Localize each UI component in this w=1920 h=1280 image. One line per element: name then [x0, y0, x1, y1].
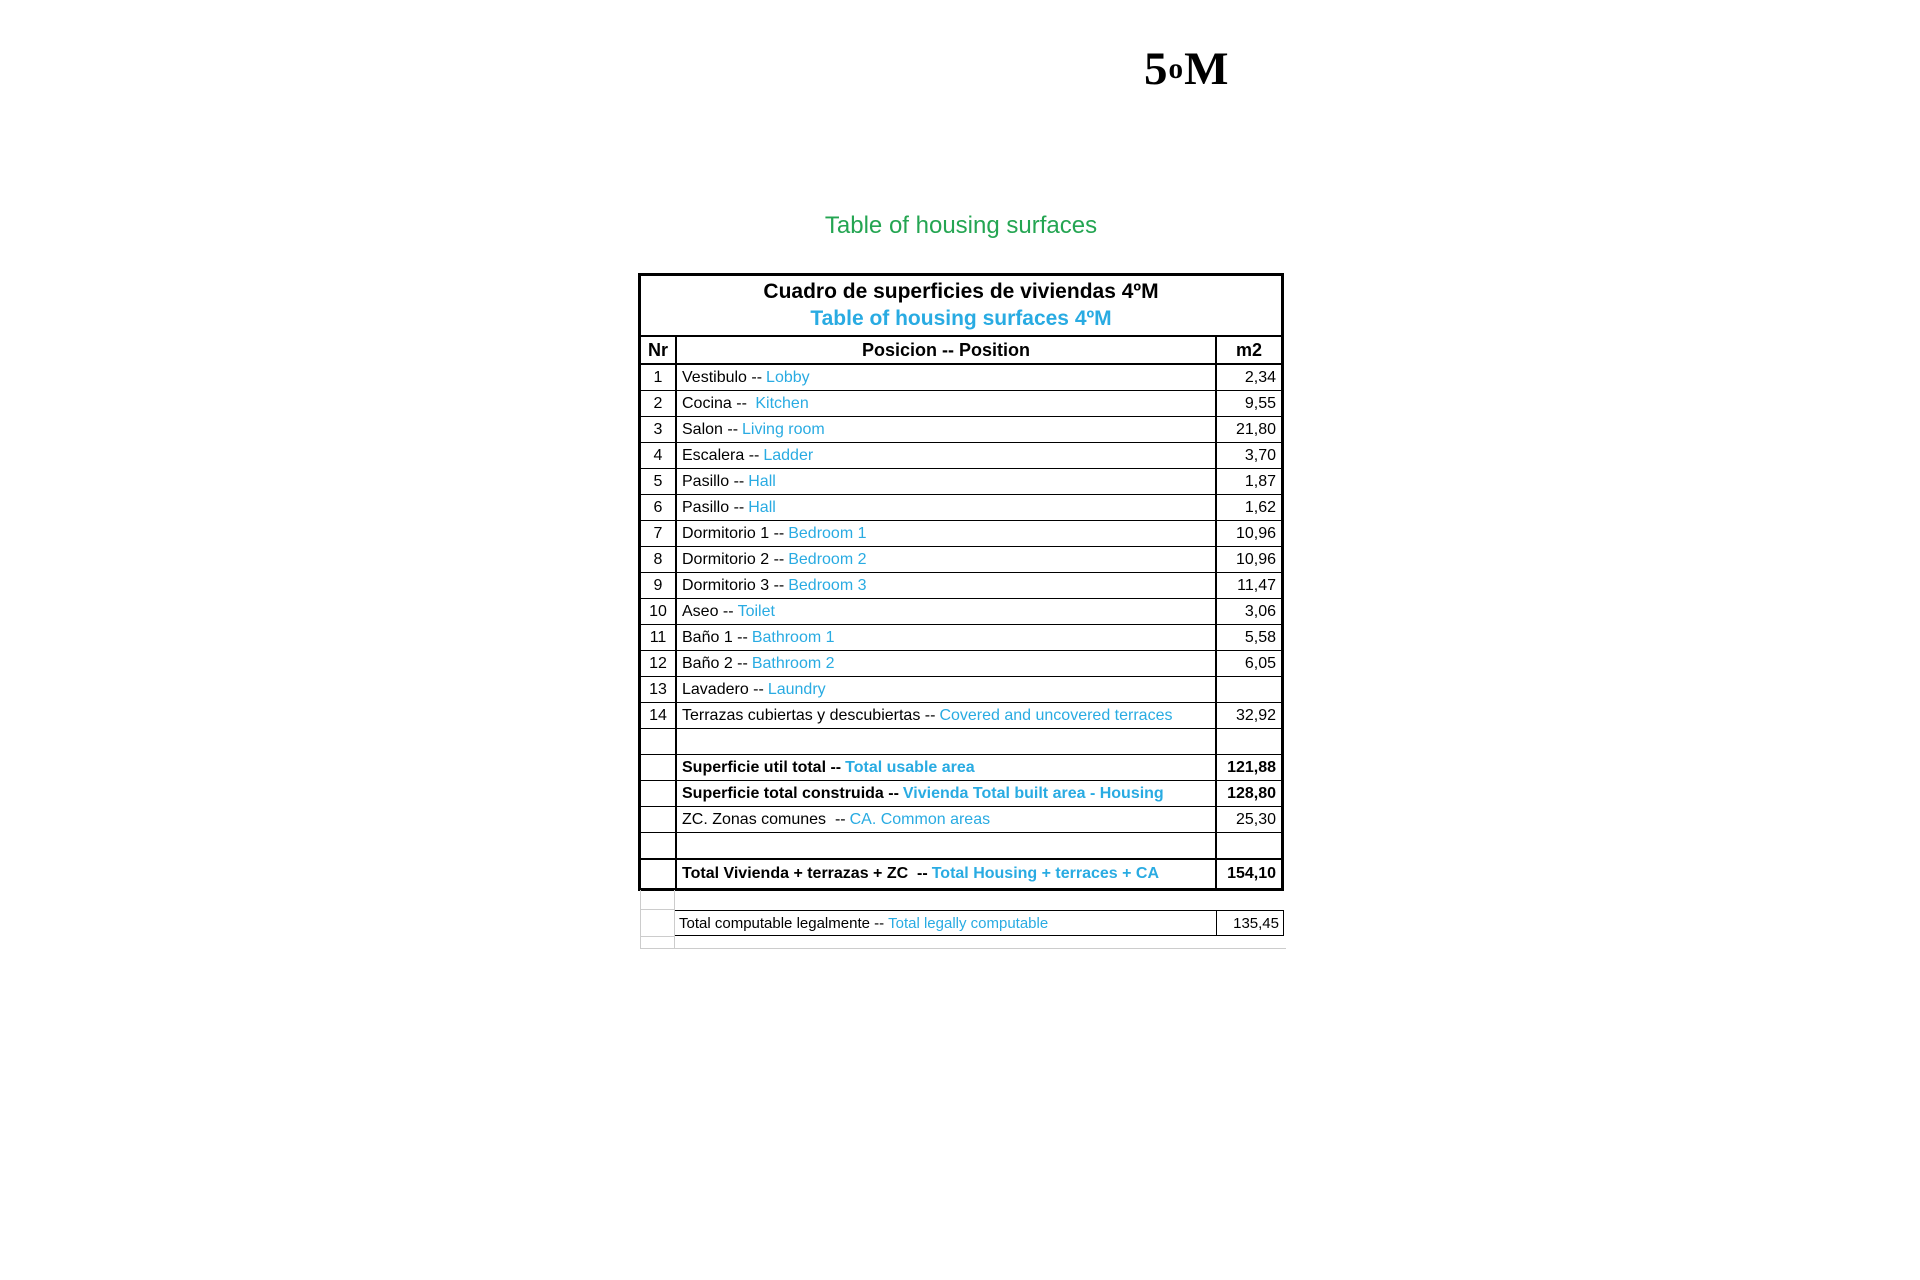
position-es: Pasillo --: [682, 498, 745, 516]
table-row: [641, 677, 1281, 703]
position-en: Living room: [742, 420, 825, 438]
row-area: [1217, 833, 1281, 858]
row-number: [641, 860, 677, 888]
gridline: [674, 890, 675, 948]
position-es: Baño 1 --: [682, 628, 748, 646]
table-row: [641, 547, 1281, 573]
apartment-label: [1144, 42, 1229, 96]
row-number: 8: [641, 547, 677, 572]
row-number: 3: [641, 417, 677, 442]
row-number: [641, 755, 677, 780]
position-es: Terrazas cubiertas y descubiertas --: [682, 706, 936, 724]
row-number: 6: [641, 495, 677, 520]
empty-row: [641, 729, 1281, 755]
row-number: 7: [641, 521, 677, 546]
row-area: 10,96: [1235, 550, 1276, 568]
position-es: Superficie util total --: [682, 758, 842, 776]
position-es: Pasillo --: [682, 472, 745, 490]
position-es: Dormitorio 1 --: [682, 524, 785, 542]
table-row: [641, 573, 1281, 599]
row-position: [677, 417, 1217, 442]
row-number: 13: [641, 677, 677, 702]
row-number: [641, 807, 677, 832]
row-area: 3,06: [1244, 602, 1276, 620]
position-es: Total Vivienda + terrazas + ZC --: [682, 865, 928, 882]
row-area: 21,80: [1235, 420, 1276, 438]
position-es: ZC. Zonas comunes --: [682, 810, 846, 828]
footer-label-en: Total legally computable: [888, 914, 1049, 932]
position-es: Superficie total construida --: [682, 784, 899, 802]
table-title-es: Cuadro de superficies de viviendas 4ºM: [763, 280, 1159, 303]
position-es: Aseo --: [682, 602, 734, 620]
row-area: [1217, 729, 1281, 754]
position-en: Covered and uncovered terraces: [939, 706, 1173, 724]
gridline: [640, 948, 1286, 949]
position-en: Bedroom 1: [788, 524, 867, 542]
row-position: [677, 495, 1217, 520]
row-position: [677, 573, 1217, 598]
row-area: 6,05: [1244, 654, 1276, 672]
position-es: Vestibulo --: [682, 368, 763, 386]
row-number: 4: [641, 443, 677, 468]
position-en: Lobby: [766, 368, 810, 386]
apartment-label-ordinal: o: [1168, 53, 1185, 85]
row-area: 9,55: [1244, 394, 1276, 412]
header-position: Posicion -- Position: [677, 337, 1217, 363]
gridline: [640, 890, 641, 948]
row-position: [677, 651, 1217, 676]
table-row: [641, 495, 1281, 521]
row-area: 3,70: [1244, 446, 1276, 464]
header-m2: m2: [1235, 339, 1262, 360]
row-position: [677, 807, 1217, 832]
row-position: [677, 599, 1217, 624]
row-area: 121,88: [1227, 758, 1276, 776]
row-position: [677, 729, 1217, 754]
position-en: Hall: [748, 498, 776, 516]
position-es: Lavadero --: [682, 680, 764, 698]
row-number: 5: [641, 469, 677, 494]
row-number: [641, 833, 677, 858]
summary-row-usable-area: [641, 755, 1281, 781]
gridline: [640, 909, 675, 910]
row-position: [677, 547, 1217, 572]
apartment-label-letter: M: [1184, 43, 1230, 95]
apartment-label-number: 5: [1144, 43, 1169, 95]
row-area: 1,62: [1244, 498, 1276, 516]
legally-computable-row: [674, 910, 1284, 936]
row-position: [677, 833, 1217, 858]
position-en: Toilet: [737, 602, 775, 620]
row-number: [641, 781, 677, 806]
table-title-en: Table of housing surfaces 4ºM: [810, 307, 1112, 330]
table-row: [641, 417, 1281, 443]
position-es: Dormitorio 3 --: [682, 576, 785, 594]
row-area: 32,92: [1235, 706, 1276, 724]
row-number: 12: [641, 651, 677, 676]
row-position: [677, 703, 1217, 728]
row-area: 11,47: [1237, 576, 1276, 594]
row-area: [1217, 677, 1281, 702]
position-en: Vivienda Total built area - Housing: [902, 784, 1164, 802]
row-area: 25,30: [1235, 810, 1276, 828]
position-en: Total Housing + terraces + CA: [931, 865, 1160, 882]
row-number: 1: [641, 365, 677, 390]
position-es: Escalera --: [682, 446, 760, 464]
row-area: 128,80: [1227, 784, 1276, 802]
table-row: [641, 469, 1281, 495]
surfaces-table: [638, 273, 1284, 891]
row-number: 10: [641, 599, 677, 624]
row-position: [677, 391, 1217, 416]
table-row: [641, 521, 1281, 547]
position-en: Bathroom 2: [751, 654, 835, 672]
row-position: [677, 443, 1217, 468]
table-row: [641, 365, 1281, 391]
footer-label-es: Total computable legalmente --: [679, 914, 885, 932]
position-en: Ladder: [763, 446, 814, 464]
summary-row-built-area: [641, 781, 1281, 807]
page-title: Table of housing surfaces: [824, 212, 1098, 239]
row-number: [641, 729, 677, 754]
row-number: 14: [641, 703, 677, 728]
table-row: [641, 599, 1281, 625]
row-position: [677, 755, 1217, 780]
position-en: Kitchen: [750, 394, 809, 412]
row-area: 5,58: [1244, 628, 1276, 646]
table-title-block: [641, 276, 1281, 337]
position-es: Salon --: [682, 420, 739, 438]
row-area: 154,10: [1227, 865, 1276, 882]
table-row: [641, 703, 1281, 729]
grand-total-row: [641, 859, 1281, 888]
row-number: 11: [641, 625, 677, 650]
position-es: Baño 2 --: [682, 654, 748, 672]
table-row: [641, 443, 1281, 469]
table-row: [641, 391, 1281, 417]
position-en: Total usable area: [845, 758, 975, 776]
footer-value: 135,45: [1233, 914, 1279, 932]
position-en: Bathroom 1: [751, 628, 835, 646]
position-en: Bedroom 2: [788, 550, 867, 568]
row-position: [677, 365, 1217, 390]
empty-row: [641, 833, 1281, 859]
summary-row-common-areas: [641, 807, 1281, 833]
position-es: Cocina --: [682, 394, 747, 412]
table-row: [641, 651, 1281, 677]
row-area: 1,87: [1244, 472, 1276, 490]
position-en: Laundry: [767, 680, 826, 698]
row-position: [677, 860, 1217, 888]
row-area: 10,96: [1235, 524, 1276, 542]
position-en: Bedroom 3: [788, 576, 867, 594]
row-position: [677, 625, 1217, 650]
row-number: 2: [641, 391, 677, 416]
row-area: 2,34: [1244, 368, 1276, 386]
position-es: Dormitorio 2 --: [682, 550, 785, 568]
position-en: CA. Common areas: [849, 810, 991, 828]
row-position: [677, 781, 1217, 806]
gridline: [640, 936, 675, 937]
row-position: [677, 677, 1217, 702]
header-nr: Nr: [641, 337, 677, 363]
row-position: [677, 469, 1217, 494]
table-row: [641, 625, 1281, 651]
position-en: Hall: [748, 472, 776, 490]
row-position: [677, 521, 1217, 546]
footer-label: [675, 911, 1217, 935]
row-number: 9: [641, 573, 677, 598]
table-header-row: [641, 337, 1281, 365]
